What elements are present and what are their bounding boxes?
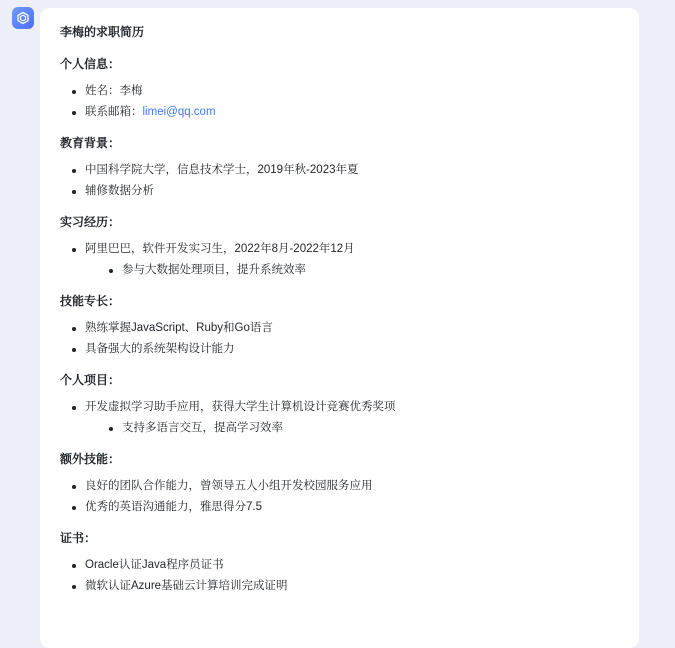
- cube-logo-icon: [16, 11, 30, 25]
- name-label: 姓名：: [85, 85, 120, 97]
- section-heading-certificates: 证书：: [60, 531, 97, 545]
- internship-sublist: [97, 262, 619, 279]
- message-card: [40, 8, 639, 648]
- section-heading-skills: 技能专长：: [60, 294, 121, 308]
- section-heading-education: 教育背景：: [60, 136, 121, 150]
- list-item: 熟练掌握JavaScript、Ruby和Go语言: [60, 320, 619, 337]
- list-item: 具备强大的系统架构设计能力: [60, 341, 619, 358]
- projects-sublist: [97, 420, 619, 437]
- email-link[interactable]: limei@qq.com: [142, 106, 216, 118]
- list-item: 中国科学院大学，信息技术学士，2019年秋-2023年夏: [60, 162, 619, 179]
- list-item: [60, 104, 619, 121]
- list-item: [60, 83, 619, 100]
- extra-skills-list: [60, 478, 619, 516]
- section-heading-projects: 个人项目：: [60, 373, 121, 387]
- skills-list: [60, 320, 619, 358]
- sub-list-item: 支持多语言交互，提高学习效率: [97, 420, 619, 437]
- projects-list: [60, 399, 619, 437]
- internship-item-text: 阿里巴巴，软件开发实习生，2022年8月-2022年12月: [85, 243, 355, 255]
- section-heading-extra-skills: 额外技能：: [60, 452, 121, 466]
- personal-info-list: [60, 83, 619, 121]
- section-heading-internship: 实习经历：: [60, 215, 121, 229]
- list-item: [60, 399, 619, 437]
- list-item: 微软认证Azure基础云计算培训完成证明: [60, 578, 619, 595]
- internship-list: [60, 241, 619, 279]
- certificates-list: [60, 557, 619, 595]
- education-list: [60, 162, 619, 200]
- name-value: 李梅: [119, 85, 143, 97]
- resume-title: 李梅的求职简历: [60, 25, 145, 39]
- list-item: 良好的团队合作能力，曾领导五人小组开发校园服务应用: [60, 478, 619, 495]
- list-item: 辅修数据分析: [60, 183, 619, 200]
- assistant-avatar: [12, 7, 34, 29]
- project-item-text: 开发虚拟学习助手应用，获得大学生计算机设计竞赛优秀奖项: [85, 401, 396, 413]
- list-item: [60, 241, 619, 279]
- list-item: 优秀的英语沟通能力，雅思得分7.5: [60, 499, 619, 516]
- section-heading-personal-info: 个人信息：: [60, 57, 121, 71]
- list-item: Oracle认证Java程序员证书: [60, 557, 619, 574]
- sub-list-item: 参与大数据处理项目，提升系统效率: [97, 262, 619, 279]
- email-label: 联系邮箱：: [85, 106, 143, 118]
